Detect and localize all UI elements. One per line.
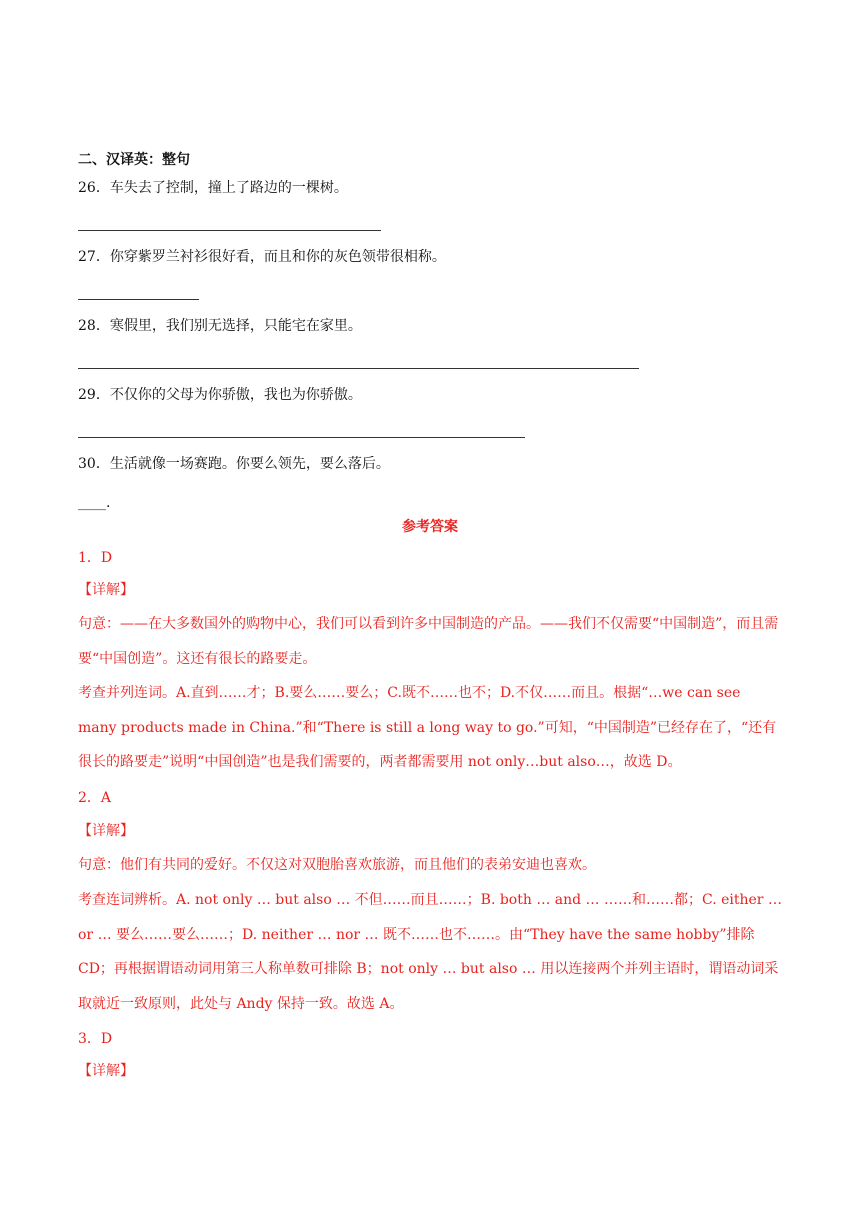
answer-blank-28 [78, 368, 639, 369]
question-text: 不仅你的父母为你骄傲，我也为你骄傲。 [109, 387, 362, 403]
question-29 [78, 385, 362, 405]
question-26 [78, 178, 348, 198]
question-number: 28． [78, 318, 110, 334]
answer-heading: 参考答案 [402, 519, 458, 535]
answer-blank-26 [78, 230, 381, 231]
question-number: 29． [78, 387, 110, 403]
detail-tag-3: 【详解】 [78, 1063, 134, 1079]
answer-1-translation: 句意：——在大多数国外的购物中心，我们可以看到许多中国制造的产品。——我们不仅需要“中国制造”，而且需要“中国创造”。这还有很长的路要走。 [78, 616, 779, 667]
answer-2-explanation: 考查连词辨析。A. not only … but also … 不但……而且……；B. both … and … ……和……都；C. either … or … 要么……要么……；D. neither … nor … 既不……也不……。由“They have the same hobby”排除 CD；再根据谓语动词用第三人称单数可排除 B；not only … but also … 用以连接两个并列主语时，谓语动词采取就近一致原则，此处与 Andy 保持一致。故选 A。 [78, 892, 782, 1012]
answer-blank-30: ____. [78, 495, 111, 511]
answer-label-1: 1．D [78, 550, 113, 566]
question-text: 生活就像一场赛跑。你要么领先，要么落后。 [109, 456, 390, 472]
question-28 [78, 316, 362, 336]
question-27 [78, 247, 446, 267]
answer-2-translation: 句意：他们有共同的爱好。不仅这对双胞胎喜欢旅游，而且他们的表弟安迪也喜欢。 [78, 857, 596, 873]
detail-tag-1: 【详解】 [78, 582, 134, 598]
question-number: 26． [78, 180, 110, 196]
question-number: 30． [78, 456, 110, 472]
answer-label-2: 2．A [78, 790, 112, 806]
question-text: 车失去了控制，撞上了路边的一棵树。 [109, 180, 348, 196]
question-text: 寒假里，我们别无选择，只能宅在家里。 [109, 318, 362, 334]
answer-1-explanation: 考查并列连词。A.直到……才；B.要么……要么；C.既不……也不；D.不仅……而且。根据“…we can see many products made in China.”和“There is still a long way to go.”可知，“中国制造”已经存在了，“还有很长的路要走”说明“中国创造”也是我们需要的，两者都需要用 not only…but also…，故选 D。 [78, 685, 777, 771]
answer-label-3: 3．D [78, 1031, 113, 1047]
answer-blank-29 [78, 437, 525, 438]
answer-blank-27 [78, 299, 199, 300]
question-number: 27． [78, 249, 110, 265]
section-title: 二、汉译英：整句 [78, 152, 190, 168]
question-text: 你穿紫罗兰衬衫很好看，而且和你的灰色领带很相称。 [109, 249, 446, 265]
question-30 [78, 454, 390, 474]
detail-tag-2: 【详解】 [78, 823, 134, 839]
